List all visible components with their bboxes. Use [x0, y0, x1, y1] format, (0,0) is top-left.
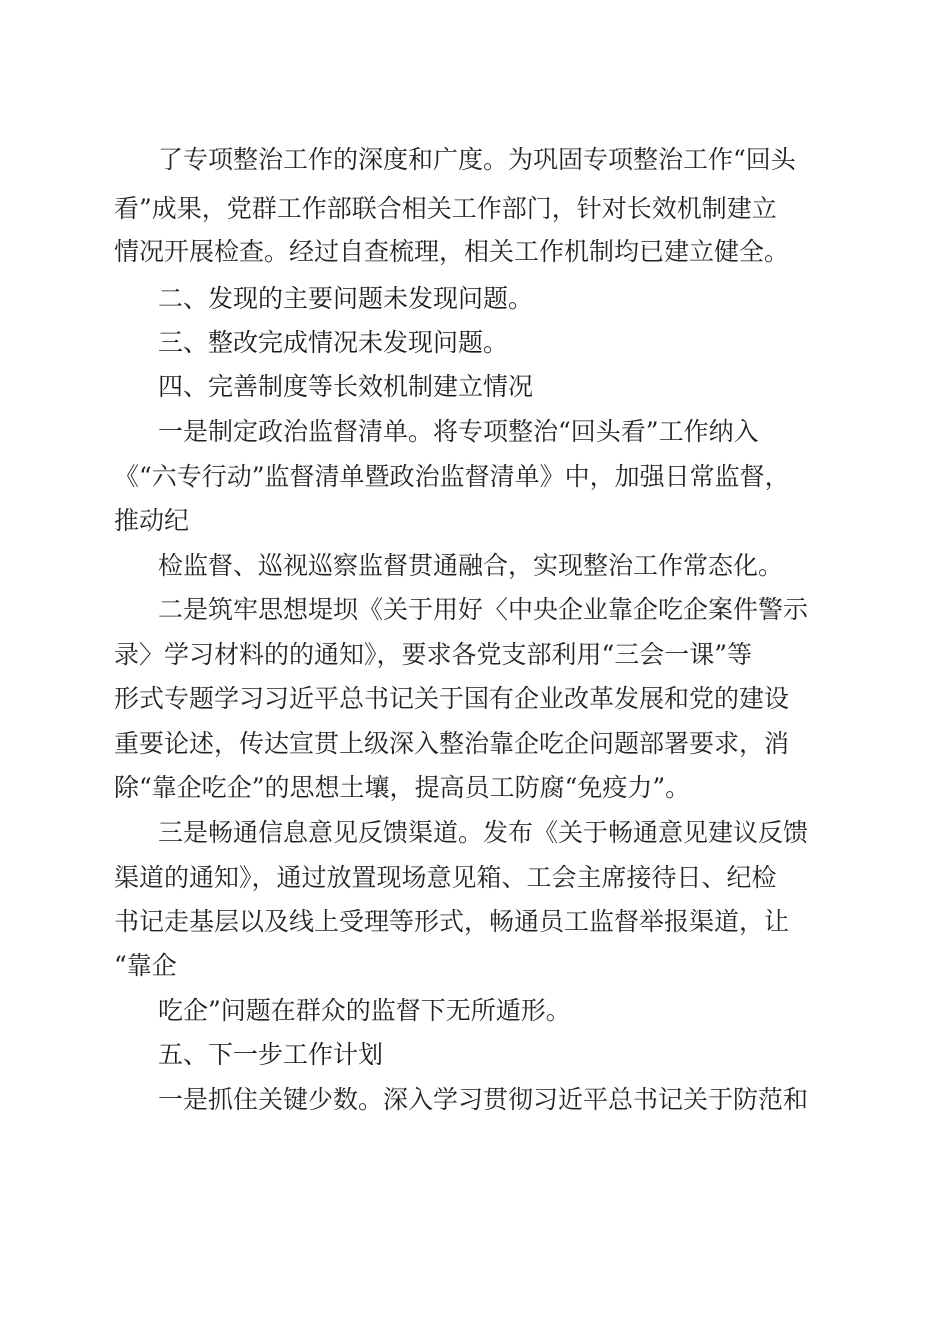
paragraph-line: 书记走基层以及线上受理等形式，畅通员工监督举报渠道，让 — [114, 907, 790, 936]
paragraph-line: 情况开展检查。经过自查梳理，相关工作机制均已建立健全。 — [114, 237, 790, 266]
paragraph-line: 二是筑牢思想堤坝《关于用好〈中央企业靠企吃企案件警示 — [158, 595, 809, 624]
section-heading-2: 二、发现的主要问题未发现问题。 — [158, 284, 534, 313]
section-heading-3: 三、整改完成情况未发现问题。 — [158, 328, 509, 357]
paragraph-line: 推动纪 — [114, 506, 190, 535]
paragraph-line: 一是抓住关键少数。深入学习贯彻习近平总书记关于防范和 — [158, 1085, 809, 1114]
paragraph-line: “靠企 — [114, 951, 177, 980]
paragraph-line: 三是畅通信息意见反馈渠道。发布《关于畅通意见建议反馈 — [158, 818, 809, 847]
paragraph-line: 重要论述，传达宣贯上级深入整治靠企吃企问题部署要求，消 — [114, 729, 790, 758]
paragraph-line: 了专项整治工作的深度和广度。为巩固专项整治工作“回头 — [158, 145, 796, 174]
paragraph-line: 一是制定政治监督清单。将专项整治“回头看”工作纳入 — [158, 417, 759, 446]
paragraph-line: 检监督、巡视巡察监督贯通融合，实现整治工作常态化。 — [158, 551, 784, 580]
paragraph-line: 形式专题学习习近平总书记关于国有企业改革发展和党的建设 — [114, 684, 790, 713]
paragraph-line: 渠道的通知》，通过放置现场意见箱、工会主席接待日、纪检 — [114, 863, 777, 892]
paragraph-line: 《“六专行动”监督清单暨政治监督清单》中，加强日常监督， — [114, 462, 790, 491]
section-heading-4: 四、完善制度等长效机制建立情况 — [158, 372, 534, 401]
paragraph-line: 除“靠企吃企”的思想土壤，提高员工防腐“免疫力”。 — [114, 773, 691, 802]
paragraph-line: 录〉学习材料的的通知》，要求各党支部利用“三会一课”等 — [114, 640, 753, 669]
section-heading-5: 五、下一步工作计划 — [158, 1040, 384, 1069]
paragraph-line: 吃企”问题在群众的监督下无所遁形。 — [158, 996, 571, 1025]
paragraph-line: 看”成果，党群工作部联合相关工作部门，针对长效机制建立 — [114, 194, 777, 223]
